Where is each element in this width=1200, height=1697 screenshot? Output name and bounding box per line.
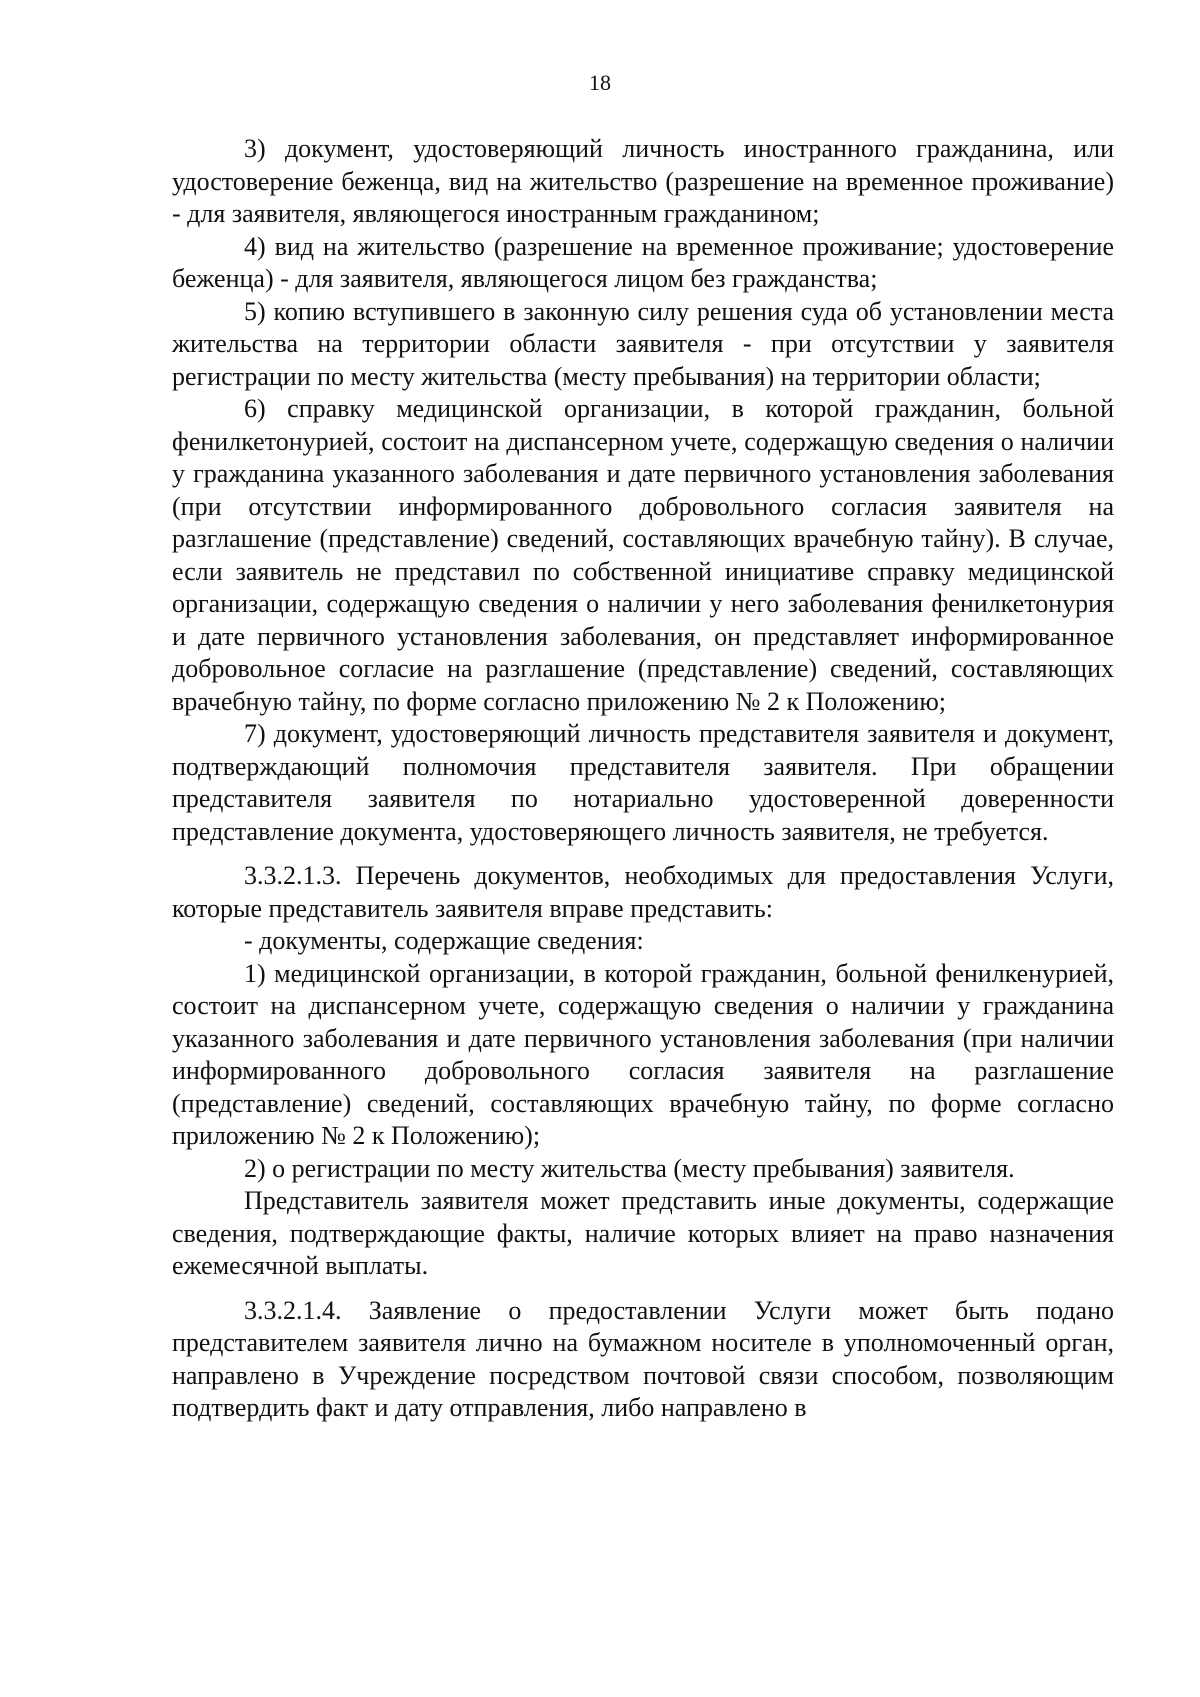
paragraph-section-3-3-2-1-3: 3.3.2.1.3. Перечень документов, необходимых для предоставления Услуги, которые представитель заявителя вправе представить: xyxy=(172,861,1114,923)
paragraph-item-3: 3) документ, удостоверяющий личность иностранного гражданина, или удостоверение беженца, вид на жительство (разрешение на временное проживание) - для заявителя, являющегося иностранным гражданином; xyxy=(172,134,1114,228)
paragraph-section-3-3-2-1-4: 3.3.2.1.4. Заявление о предоставлении Услуги может быть подано представителем заявителя лично на бумажном носителе в уполномоченный орган, направлено в Учреждение посредством почтовой связи способом, позволяющим подтвердить факт и дату отправления, либо направлено в xyxy=(172,1295,1114,1422)
paragraph-subitem-2: 2) о регистрации по месту жительства (месту пребывания) заявителя. xyxy=(244,1153,1015,1183)
paragraph-other-documents: Представитель заявителя может представить иные документы, содержащие сведения, подтверждающие факты, наличие которых влияет на право назначения ежемесячной выплаты. xyxy=(172,1186,1114,1280)
page-number: 18 xyxy=(589,70,611,95)
paragraph-item-4: 4) вид на жительство (разрешение на временное проживание; удостоверение беженца) - для заявителя, являющегося лицом без гражданства; xyxy=(172,231,1114,293)
paragraph-item-5: 5) копию вступившего в законную силу решения суда об установлении места жительства на территории области заявителя - при отсутствии у заявителя регистрации по месту жительства (месту пребывания) на территории области; xyxy=(172,296,1114,391)
paragraph-item-6: 6) справку медицинской организации, в которой гражданин, больной фенилкетонурией, состоит на диспансерном учете, содержащую сведения о наличии у гражданина указанного заболевания и дате первичного установления заболевания (при отсутствии информированного добровольного согласия заявителя на разглашение (представление) сведений, составляющих врачебную тайну). В случае, если заявитель не представил по собственной инициативе справку медицинской организации, содержащую сведения о наличии у него заболевания фенилкетонурия и дате первичного установления заболевания, он представляет информированное добровольное согласие на разглашение (представление) сведений, составляющих врачебную тайну, по форме согласно приложению № 2 к Положению; xyxy=(172,394,1114,716)
paragraph-item-7: 7) документ, удостоверяющий личность представителя заявителя и документ, подтверждающий полномочия представителя заявителя. При обращении представителя заявителя по нотариально удостоверенной доверенности представление документа, удостоверяющего личность заявителя, не требуется. xyxy=(172,719,1114,846)
paragraph-documents-intro: - документы, содержащие сведения: xyxy=(244,926,644,955)
paragraph-subitem-1: 1) медицинской организации, в которой гражданин, больной фенилкенурией, состоит на диспансерном учете, содержащую сведения о наличии у гражданина указанного заболевания и дате первичного установления заболевания (при наличии информированного добровольного согласия заявителя на разглашение (представление) сведений, составляющих врачебную тайну, по форме согласно приложению № 2 к Положению); xyxy=(172,958,1114,1150)
document-body xyxy=(172,133,1114,1425)
